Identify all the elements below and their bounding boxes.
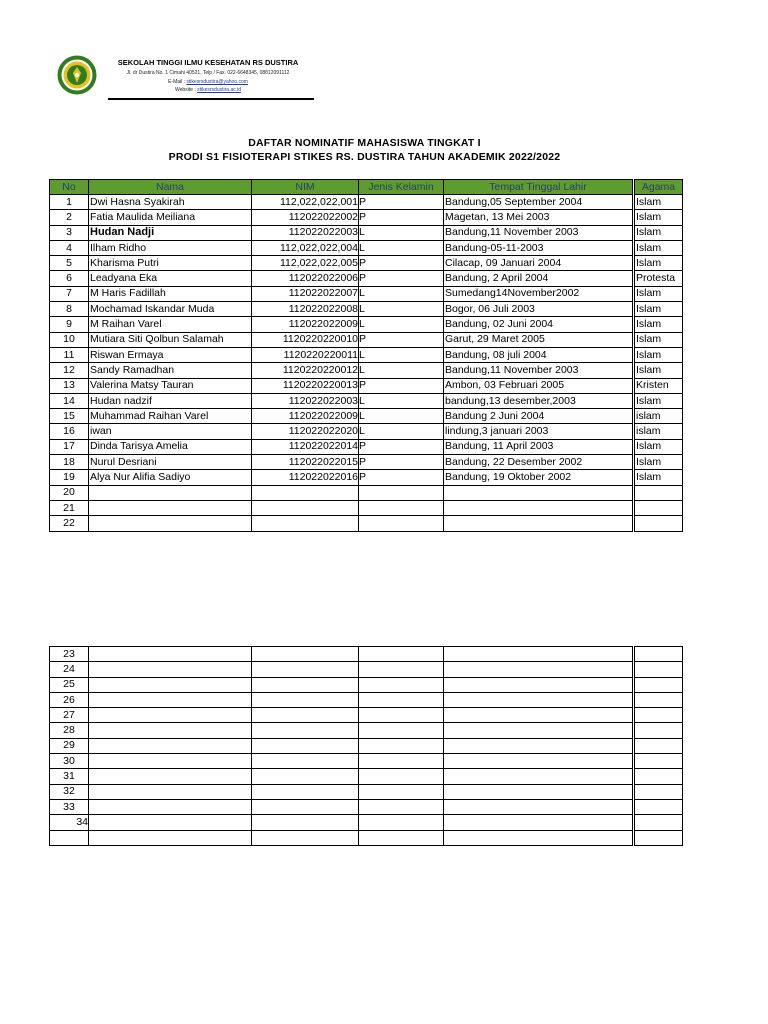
cell-tempat-tinggal-lahir: Bandung, 2 April 2004 xyxy=(444,271,634,286)
cell-no: 31 xyxy=(50,769,89,784)
cell-tempat-tinggal-lahir: Cilacap, 09 Januari 2004 xyxy=(444,256,634,271)
cell-empty xyxy=(252,769,359,784)
cell-tempat-tinggal-lahir: Bandung-05-11-2003 xyxy=(444,240,634,255)
cell-nim: 112022022003 xyxy=(252,393,359,408)
cell-agama: Islam xyxy=(634,332,683,347)
cell-no: 22 xyxy=(50,516,89,531)
cell-no: 7 xyxy=(50,286,89,301)
cell-empty xyxy=(444,677,634,692)
table-row xyxy=(50,485,683,500)
cell-empty xyxy=(444,708,634,723)
table-row xyxy=(50,286,683,301)
letterhead-divider xyxy=(108,98,314,100)
cell-empty xyxy=(252,754,359,769)
cell-empty xyxy=(89,830,252,845)
cell-empty xyxy=(252,799,359,814)
cell-empty xyxy=(444,815,634,830)
table-row xyxy=(50,439,683,454)
cell-tempat-tinggal-lahir xyxy=(444,500,634,515)
table-row xyxy=(50,647,683,662)
cell-empty xyxy=(359,692,444,707)
cell-empty xyxy=(252,815,359,830)
cell-jenis-kelamin: L xyxy=(359,240,444,255)
table-row xyxy=(50,271,683,286)
cell-nim: 112022022009 xyxy=(252,409,359,424)
cell-empty xyxy=(89,662,252,677)
cell-no: 27 xyxy=(50,708,89,723)
cell-jenis-kelamin: L xyxy=(359,286,444,301)
cell-empty xyxy=(89,769,252,784)
cell-agama: Islam xyxy=(634,470,683,485)
table-row xyxy=(50,830,683,845)
cell-empty xyxy=(444,662,634,677)
cell-tempat-tinggal-lahir: Bandung, 22 Desember 2002 xyxy=(444,455,634,470)
cell-empty xyxy=(359,754,444,769)
cell-agama: Islam xyxy=(634,393,683,408)
table-row xyxy=(50,723,683,738)
cell-empty xyxy=(89,723,252,738)
table-row xyxy=(50,332,683,347)
cell-empty xyxy=(252,830,359,845)
table-row xyxy=(50,317,683,332)
cell-empty xyxy=(444,799,634,814)
cell-empty xyxy=(252,647,359,662)
table-row xyxy=(50,784,683,799)
cell-agama: Islam xyxy=(634,210,683,225)
cell-empty xyxy=(634,769,683,784)
institution-name: SEKOLAH TINGGI ILMU KESEHATAN RS DUSTIRA xyxy=(117,58,299,67)
cell-tempat-tinggal-lahir: Bandung, 02 Juni 2004 xyxy=(444,317,634,332)
cell-nim: 1120220220010 xyxy=(252,332,359,347)
website-label: Website : xyxy=(174,87,198,93)
cell-agama: islam xyxy=(634,424,683,439)
cell-no: 10 xyxy=(50,332,89,347)
cell-agama: Protesta xyxy=(634,271,683,286)
cell-nim: 112022022014 xyxy=(252,439,359,454)
cell-empty xyxy=(89,815,252,830)
table-row xyxy=(50,409,683,424)
cell-no: 30 xyxy=(50,754,89,769)
cell-empty xyxy=(359,799,444,814)
cell-agama: Kristen xyxy=(634,378,683,393)
cell-agama xyxy=(634,516,683,531)
cell-tempat-tinggal-lahir: Bandung,05 September 2004 xyxy=(444,195,634,210)
cell-no: 4 xyxy=(50,240,89,255)
cell-empty xyxy=(252,662,359,677)
cell-nim: 112022022003 xyxy=(252,225,359,240)
cell-tempat-tinggal-lahir xyxy=(444,485,634,500)
table-row xyxy=(50,516,683,531)
cell-empty xyxy=(359,815,444,830)
cell-nim xyxy=(252,516,359,531)
cell-no: 17 xyxy=(50,439,89,454)
institution-logo xyxy=(57,55,97,95)
cell-empty xyxy=(634,708,683,723)
cell-no: 32 xyxy=(50,784,89,799)
cell-no: 33 xyxy=(50,799,89,814)
table-row xyxy=(50,378,683,393)
cell-no: 9 xyxy=(50,317,89,332)
cell-nim: 112022022006 xyxy=(252,271,359,286)
cell-empty xyxy=(634,799,683,814)
cell-agama: Islam xyxy=(634,195,683,210)
table-row xyxy=(50,799,683,814)
cell-nim: 112022022007 xyxy=(252,286,359,301)
cell-empty xyxy=(252,723,359,738)
cell-empty xyxy=(444,754,634,769)
cell-nama: Mochamad Iskandar Muda xyxy=(89,302,252,317)
institution-address: Jl. dr Dustira No. 1 Cimahi 40521, Telp / Fax. 022-6648345, 08812091112 xyxy=(126,70,290,76)
continuation-table xyxy=(49,646,683,846)
student-table xyxy=(49,179,683,532)
cell-jenis-kelamin xyxy=(359,485,444,500)
cell-agama: islam xyxy=(634,409,683,424)
cell-empty xyxy=(444,738,634,753)
cell-jenis-kelamin: L xyxy=(359,393,444,408)
cell-jenis-kelamin: P xyxy=(359,271,444,286)
table-row xyxy=(50,769,683,784)
cell-no: 34 xyxy=(50,815,89,830)
cell-jenis-kelamin: P xyxy=(359,210,444,225)
cell-agama: Islam xyxy=(634,240,683,255)
cell-empty xyxy=(634,677,683,692)
cell-nama: Kharisma Putri xyxy=(89,256,252,271)
cell-agama: Islam xyxy=(634,439,683,454)
cell-empty xyxy=(252,784,359,799)
table-row xyxy=(50,692,683,707)
cell-empty xyxy=(444,723,634,738)
column-header-nim: NIM xyxy=(252,180,359,195)
cell-nim xyxy=(252,500,359,515)
cell-empty xyxy=(634,738,683,753)
cell-no: 24 xyxy=(50,662,89,677)
cell-nama xyxy=(89,485,252,500)
cell-jenis-kelamin: P xyxy=(359,455,444,470)
cell-no: 26 xyxy=(50,692,89,707)
cell-tempat-tinggal-lahir: Bogor, 06 Juli 2003 xyxy=(444,302,634,317)
cell-nama: Hudan nadzif xyxy=(89,393,252,408)
cell-nim xyxy=(252,485,359,500)
email-link[interactable]: stikesrsdustira@yahoo.com xyxy=(186,79,248,85)
cell-empty xyxy=(89,738,252,753)
cell-tempat-tinggal-lahir: Ambon, 03 Februari 2005 xyxy=(444,378,634,393)
cell-jenis-kelamin: L xyxy=(359,424,444,439)
cell-empty xyxy=(359,647,444,662)
cell-agama: Islam xyxy=(634,455,683,470)
cell-no: 8 xyxy=(50,302,89,317)
cell-no: 19 xyxy=(50,470,89,485)
cell-empty xyxy=(252,677,359,692)
cell-tempat-tinggal-lahir: bandung,13 desember,2003 xyxy=(444,393,634,408)
cell-empty xyxy=(359,769,444,784)
cell-agama: Islam xyxy=(634,317,683,332)
website-link[interactable]: stikesrsdustira.ac.id xyxy=(197,87,242,93)
cell-nama xyxy=(89,500,252,515)
cell-nim: 112022022009 xyxy=(252,317,359,332)
table-row xyxy=(50,424,683,439)
cell-tempat-tinggal-lahir: Bandung, 19 Oktober 2002 xyxy=(444,470,634,485)
table-row xyxy=(50,195,683,210)
cell-no: 1 xyxy=(50,195,89,210)
cell-nama: Dwi Hasna Syakirah xyxy=(89,195,252,210)
cell-nama: Hudan Nadji xyxy=(89,225,252,240)
cell-agama xyxy=(634,485,683,500)
cell-nama: Leadyana Eka xyxy=(89,271,252,286)
cell-empty xyxy=(359,723,444,738)
cell-empty xyxy=(634,723,683,738)
cell-nama: Valerina Matsy Tauran xyxy=(89,378,252,393)
table-row xyxy=(50,363,683,378)
institution-email xyxy=(108,79,308,85)
cell-empty xyxy=(89,799,252,814)
table-row xyxy=(50,210,683,225)
cell-nim: 112022022016 xyxy=(252,470,359,485)
cell-no: 3 xyxy=(50,225,89,240)
cell-tempat-tinggal-lahir: Magetan, 13 Mei 2003 xyxy=(444,210,634,225)
cell-jenis-kelamin: P xyxy=(359,378,444,393)
cell-nama: Ilham Ridho xyxy=(89,240,252,255)
table-row xyxy=(50,470,683,485)
cell-nama: Muhammad Raihan Varel xyxy=(89,409,252,424)
cell-tempat-tinggal-lahir: Bandung, 11 April 2003 xyxy=(444,439,634,454)
cell-nama: M Haris Fadillah xyxy=(89,286,252,301)
cell-nim: 112,022,022,005 xyxy=(252,256,359,271)
column-header-jenis-kelamin: Jenis Kelamin xyxy=(359,180,444,195)
cell-jenis-kelamin: P xyxy=(359,470,444,485)
cell-empty xyxy=(444,784,634,799)
cell-jenis-kelamin: L xyxy=(359,409,444,424)
cell-jenis-kelamin: P xyxy=(359,332,444,347)
cell-nama: iwan xyxy=(89,424,252,439)
column-header-agama: Agama xyxy=(634,180,683,195)
cell-nama: Fatia Maulida Meiliana xyxy=(89,210,252,225)
cell-no: 6 xyxy=(50,271,89,286)
cell-empty xyxy=(444,830,634,845)
cell-empty xyxy=(634,647,683,662)
cell-agama: Islam xyxy=(634,363,683,378)
cell-no: 11 xyxy=(50,347,89,362)
table-row xyxy=(50,347,683,362)
institution-website xyxy=(108,87,308,93)
cell-empty xyxy=(359,662,444,677)
cell-no: 2 xyxy=(50,210,89,225)
cell-jenis-kelamin xyxy=(359,500,444,515)
cell-no: 14 xyxy=(50,393,89,408)
cell-no: 15 xyxy=(50,409,89,424)
table-row xyxy=(50,677,683,692)
cell-no: 29 xyxy=(50,738,89,753)
cell-no: 25 xyxy=(50,677,89,692)
cell-empty xyxy=(359,738,444,753)
cell-no: 23 xyxy=(50,647,89,662)
cell-jenis-kelamin: P xyxy=(359,439,444,454)
cell-no: 28 xyxy=(50,723,89,738)
cell-empty xyxy=(89,647,252,662)
cell-tempat-tinggal-lahir: Bandung 2 Juni 2004 xyxy=(444,409,634,424)
cell-nama: Mutiara Siti Qolbun Salamah xyxy=(89,332,252,347)
cell-no: 13 xyxy=(50,378,89,393)
cell-empty xyxy=(359,830,444,845)
cell-empty xyxy=(89,692,252,707)
cell-agama: Islam xyxy=(634,286,683,301)
table-row xyxy=(50,708,683,723)
cell-agama: Islam xyxy=(634,347,683,362)
document-title: DAFTAR NOMINATIF MAHASISWA TINGKAT I xyxy=(248,137,481,149)
cell-no: 12 xyxy=(50,363,89,378)
cell-tempat-tinggal-lahir: Bandung,11 November 2003 xyxy=(444,363,634,378)
cell-no xyxy=(50,830,89,845)
cell-jenis-kelamin: P xyxy=(359,195,444,210)
cell-nama: Sandy Ramadhan xyxy=(89,363,252,378)
cell-empty xyxy=(89,677,252,692)
cell-empty xyxy=(634,815,683,830)
table-row xyxy=(50,240,683,255)
cell-nim: 112022022008 xyxy=(252,302,359,317)
table-row xyxy=(50,256,683,271)
cell-agama xyxy=(634,500,683,515)
cell-jenis-kelamin: L xyxy=(359,225,444,240)
cell-nama: M Raihan Varel xyxy=(89,317,252,332)
cell-empty xyxy=(444,769,634,784)
cell-empty xyxy=(252,738,359,753)
cell-nama xyxy=(89,516,252,531)
cell-nama: Dinda Tarisya Amelia xyxy=(89,439,252,454)
cell-no: 5 xyxy=(50,256,89,271)
cell-empty xyxy=(89,784,252,799)
cell-empty xyxy=(359,708,444,723)
email-label: E-Mail : xyxy=(168,79,187,85)
cell-nim: 112,022,022,004 xyxy=(252,240,359,255)
table-row xyxy=(50,393,683,408)
table-row xyxy=(50,455,683,470)
cell-nim: 112022022020 xyxy=(252,424,359,439)
cell-nim: 1120220220012 xyxy=(252,363,359,378)
cell-empty xyxy=(634,754,683,769)
table-row xyxy=(50,738,683,753)
table-row xyxy=(50,500,683,515)
cell-empty xyxy=(252,692,359,707)
cell-no: 20 xyxy=(50,485,89,500)
cell-agama: Islam xyxy=(634,225,683,240)
table-row xyxy=(50,225,683,240)
cell-empty xyxy=(359,784,444,799)
cell-agama: Islam xyxy=(634,302,683,317)
cell-tempat-tinggal-lahir: Bandung,11 November 2003 xyxy=(444,225,634,240)
cell-no: 21 xyxy=(50,500,89,515)
column-header-no: No xyxy=(50,180,89,195)
cell-empty xyxy=(634,830,683,845)
cell-jenis-kelamin: L xyxy=(359,302,444,317)
cell-jenis-kelamin: L xyxy=(359,363,444,378)
cell-tempat-tinggal-lahir: Garut, 29 Maret 2005 xyxy=(444,332,634,347)
document-subtitle: PRODI S1 FISIOTERAPI STIKES RS. DUSTIRA TAHUN AKADEMIK 2022/2022 xyxy=(168,151,561,163)
cell-empty xyxy=(359,677,444,692)
table-row xyxy=(50,815,683,830)
cell-empty xyxy=(634,784,683,799)
cell-nim: 1120220220013 xyxy=(252,378,359,393)
table-row xyxy=(50,662,683,677)
cell-empty xyxy=(634,662,683,677)
cell-nama: Riswan Ermaya xyxy=(89,347,252,362)
cell-tempat-tinggal-lahir: lindung,3 januari 2003 xyxy=(444,424,634,439)
table-header-row xyxy=(50,180,683,195)
column-header-tempat-tinggal-lahir: Tempat Tinggal Lahir xyxy=(444,180,634,195)
cell-nim: 112,022,022,001 xyxy=(252,195,359,210)
cell-nama: Alya Nur Alifia Sadiyo xyxy=(89,470,252,485)
cell-agama: Islam xyxy=(634,256,683,271)
cell-empty xyxy=(252,708,359,723)
cell-jenis-kelamin xyxy=(359,516,444,531)
cell-nama: Nurul Desriani xyxy=(89,455,252,470)
cell-tempat-tinggal-lahir: Bandung, 08 juli 2004 xyxy=(444,347,634,362)
column-header-nama: Nama xyxy=(89,180,252,195)
cell-no: 16 xyxy=(50,424,89,439)
cell-no: 18 xyxy=(50,455,89,470)
cell-nim: 112022022002 xyxy=(252,210,359,225)
cell-jenis-kelamin: L xyxy=(359,317,444,332)
cell-tempat-tinggal-lahir: Sumedang14November2002 xyxy=(444,286,634,301)
cell-empty xyxy=(444,647,634,662)
table-row xyxy=(50,754,683,769)
cell-nim: 112022022015 xyxy=(252,455,359,470)
cell-empty xyxy=(634,692,683,707)
cell-jenis-kelamin: L xyxy=(359,347,444,362)
cell-empty xyxy=(444,692,634,707)
table-row xyxy=(50,302,683,317)
cell-tempat-tinggal-lahir xyxy=(444,516,634,531)
cell-empty xyxy=(89,754,252,769)
cell-empty xyxy=(89,708,252,723)
cell-jenis-kelamin: P xyxy=(359,256,444,271)
cell-nim: 1120220220011 xyxy=(252,347,359,362)
